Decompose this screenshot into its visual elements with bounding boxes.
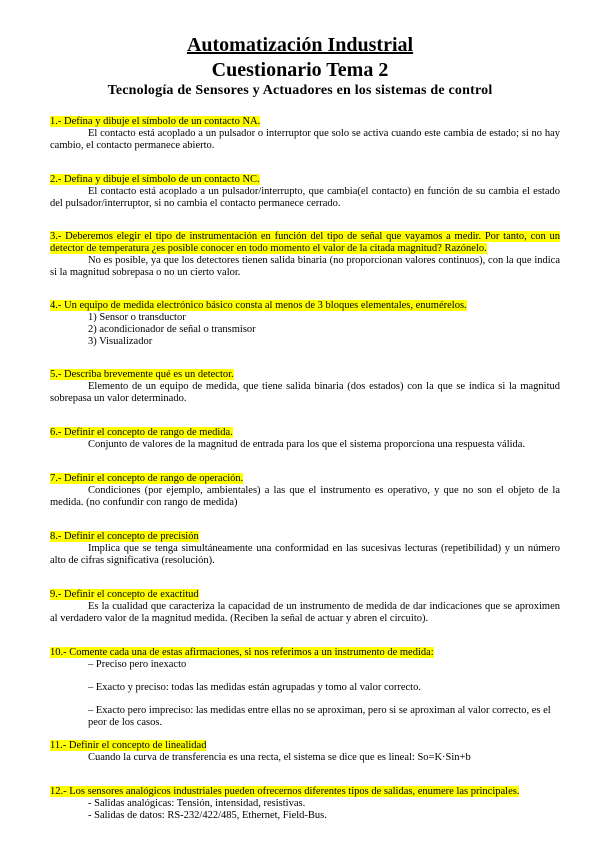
answer-4-item: 2) acondicionador de señal o transmisor xyxy=(88,324,256,335)
question-3 xyxy=(50,231,560,279)
answer-10-item: – Preciso pero inexacto xyxy=(88,659,187,670)
question-6-text: 6.- Definir el concepto de rango de medida. xyxy=(50,427,233,438)
answer-8: Implica que se tenga simultáneamente una conformidad en las sucesivas lecturas (repetibilidad) y un número alto de cifras significativa (resolución). xyxy=(50,543,560,566)
question-4-text: 4.- Un equipo de medida electrónico básico consta al menos de 3 bloques elementales, enumérelos. xyxy=(50,300,467,311)
question-2 xyxy=(50,174,560,210)
question-10-text: 10.- Comente cada una de estas afirmaciones, si nos referimos a un instrumento de medida: xyxy=(50,647,434,658)
answer-10-item: – Exacto y preciso: todas las medidas están agrupadas y tomo al valor correcto. xyxy=(88,682,421,693)
answer-11: Cuando la curva de transferencia es una recta, el sistema se dice que es lineal: So=K·Sin+b xyxy=(88,752,471,763)
question-11-text: 11.- Definir el concepto de linealidad xyxy=(50,740,207,751)
question-1-text: 1.- Defina y dibuje el símbolo de un contacto NA. xyxy=(50,116,261,127)
question-3-text: 3.- Deberemos elegir el tipo de instrumentación en función del tipo de señal que vayamos a medir. Por tanto, con un detector de temperatura ¿es posible conocer en todo momento el valor de la citada magnitud? Razónelo. xyxy=(50,231,560,254)
question-8 xyxy=(50,531,560,567)
question-10 xyxy=(50,647,560,729)
question-5 xyxy=(50,369,560,405)
answer-4-item: 1) Sensor o transductor xyxy=(88,312,186,323)
answer-2: El contacto está acoplado a un pulsador/interrupto, que cambia(el contacto) en función de su cambia el estado del pulsador/interruptor, si no cambia el contacto permanece cerrado. xyxy=(50,186,560,209)
document-heading: Tecnología de Sensores y Actuadores en los sistemas de control xyxy=(107,83,493,98)
question-8-text: 8.- Definir el concepto de precisión xyxy=(50,531,199,542)
question-11 xyxy=(50,740,560,764)
question-6 xyxy=(50,427,560,451)
answer-10-item: – Exacto pero impreciso: las medidas entre ellas no se aproximan, pero si se aproximan al valor correcto, es el peor de los casos. xyxy=(88,705,551,728)
question-12 xyxy=(50,786,560,822)
question-4 xyxy=(50,300,560,348)
question-5-text: 5.- Describa brevemente qué es un detector. xyxy=(50,369,234,380)
document-subtitle: Cuestionario Tema 2 xyxy=(211,59,389,81)
question-12-text: 12.- Los sensores analógicos industriales pueden ofrecernos diferentes tipos de salidas, enumere las principales. xyxy=(50,786,520,797)
question-7-text: 7.- Definir el concepto de rango de operación. xyxy=(50,473,244,484)
answer-9: Es la cualidad que caracteriza la capacidad de un instrumento de medida de dar indicaciones que se aproximen al verdadero valor de la magnitud medida. (Reciben la señal de actuar y abren el circuito). xyxy=(50,601,560,624)
answer-6: Conjunto de valores de la magnitud de entrada para los que el sistema proporciona una respuesta válida. xyxy=(88,439,526,450)
question-7 xyxy=(50,473,560,509)
answer-12-item: - Salidas analógicas: Tensión, intensidad, resistivas. xyxy=(88,798,306,809)
answer-7: Condiciones (por ejemplo, ambientales) a las que el instrumento es operativo, y que no son el objeto de la medida. (no confundir con rango de medida) xyxy=(50,485,560,508)
question-9-text: 9.- Definir el concepto de exactitud xyxy=(50,589,199,600)
answer-12-item: - Salidas de datos: RS-232/422/485, Ethernet, Field-Bus. xyxy=(88,810,327,821)
document-title: Automatización Industrial xyxy=(186,34,414,56)
answer-3: No es posible, ya que los detectores tienen salida binaria (no proporcionan valores continuos), con la que indica si la magnitud sobrepasa o no un cierto valor. xyxy=(50,255,560,278)
question-1 xyxy=(50,116,560,152)
answer-1: El contacto está acoplado a un pulsador o interruptor que solo se activa cuando este cambia de estado; si no hay cambio, el contacto permanece abierto. xyxy=(50,128,560,151)
answer-4-item: 3) Visualizador xyxy=(88,336,153,347)
answer-5: Elemento de un equipo de medida, que tiene salida binaria (dos estados) con la que se indica si la magnitud sobrepasa un valor determinado. xyxy=(50,381,560,404)
question-9 xyxy=(50,589,560,625)
question-2-text: 2.- Defina y dibuje el símbolo de un contacto NC. xyxy=(50,174,260,185)
